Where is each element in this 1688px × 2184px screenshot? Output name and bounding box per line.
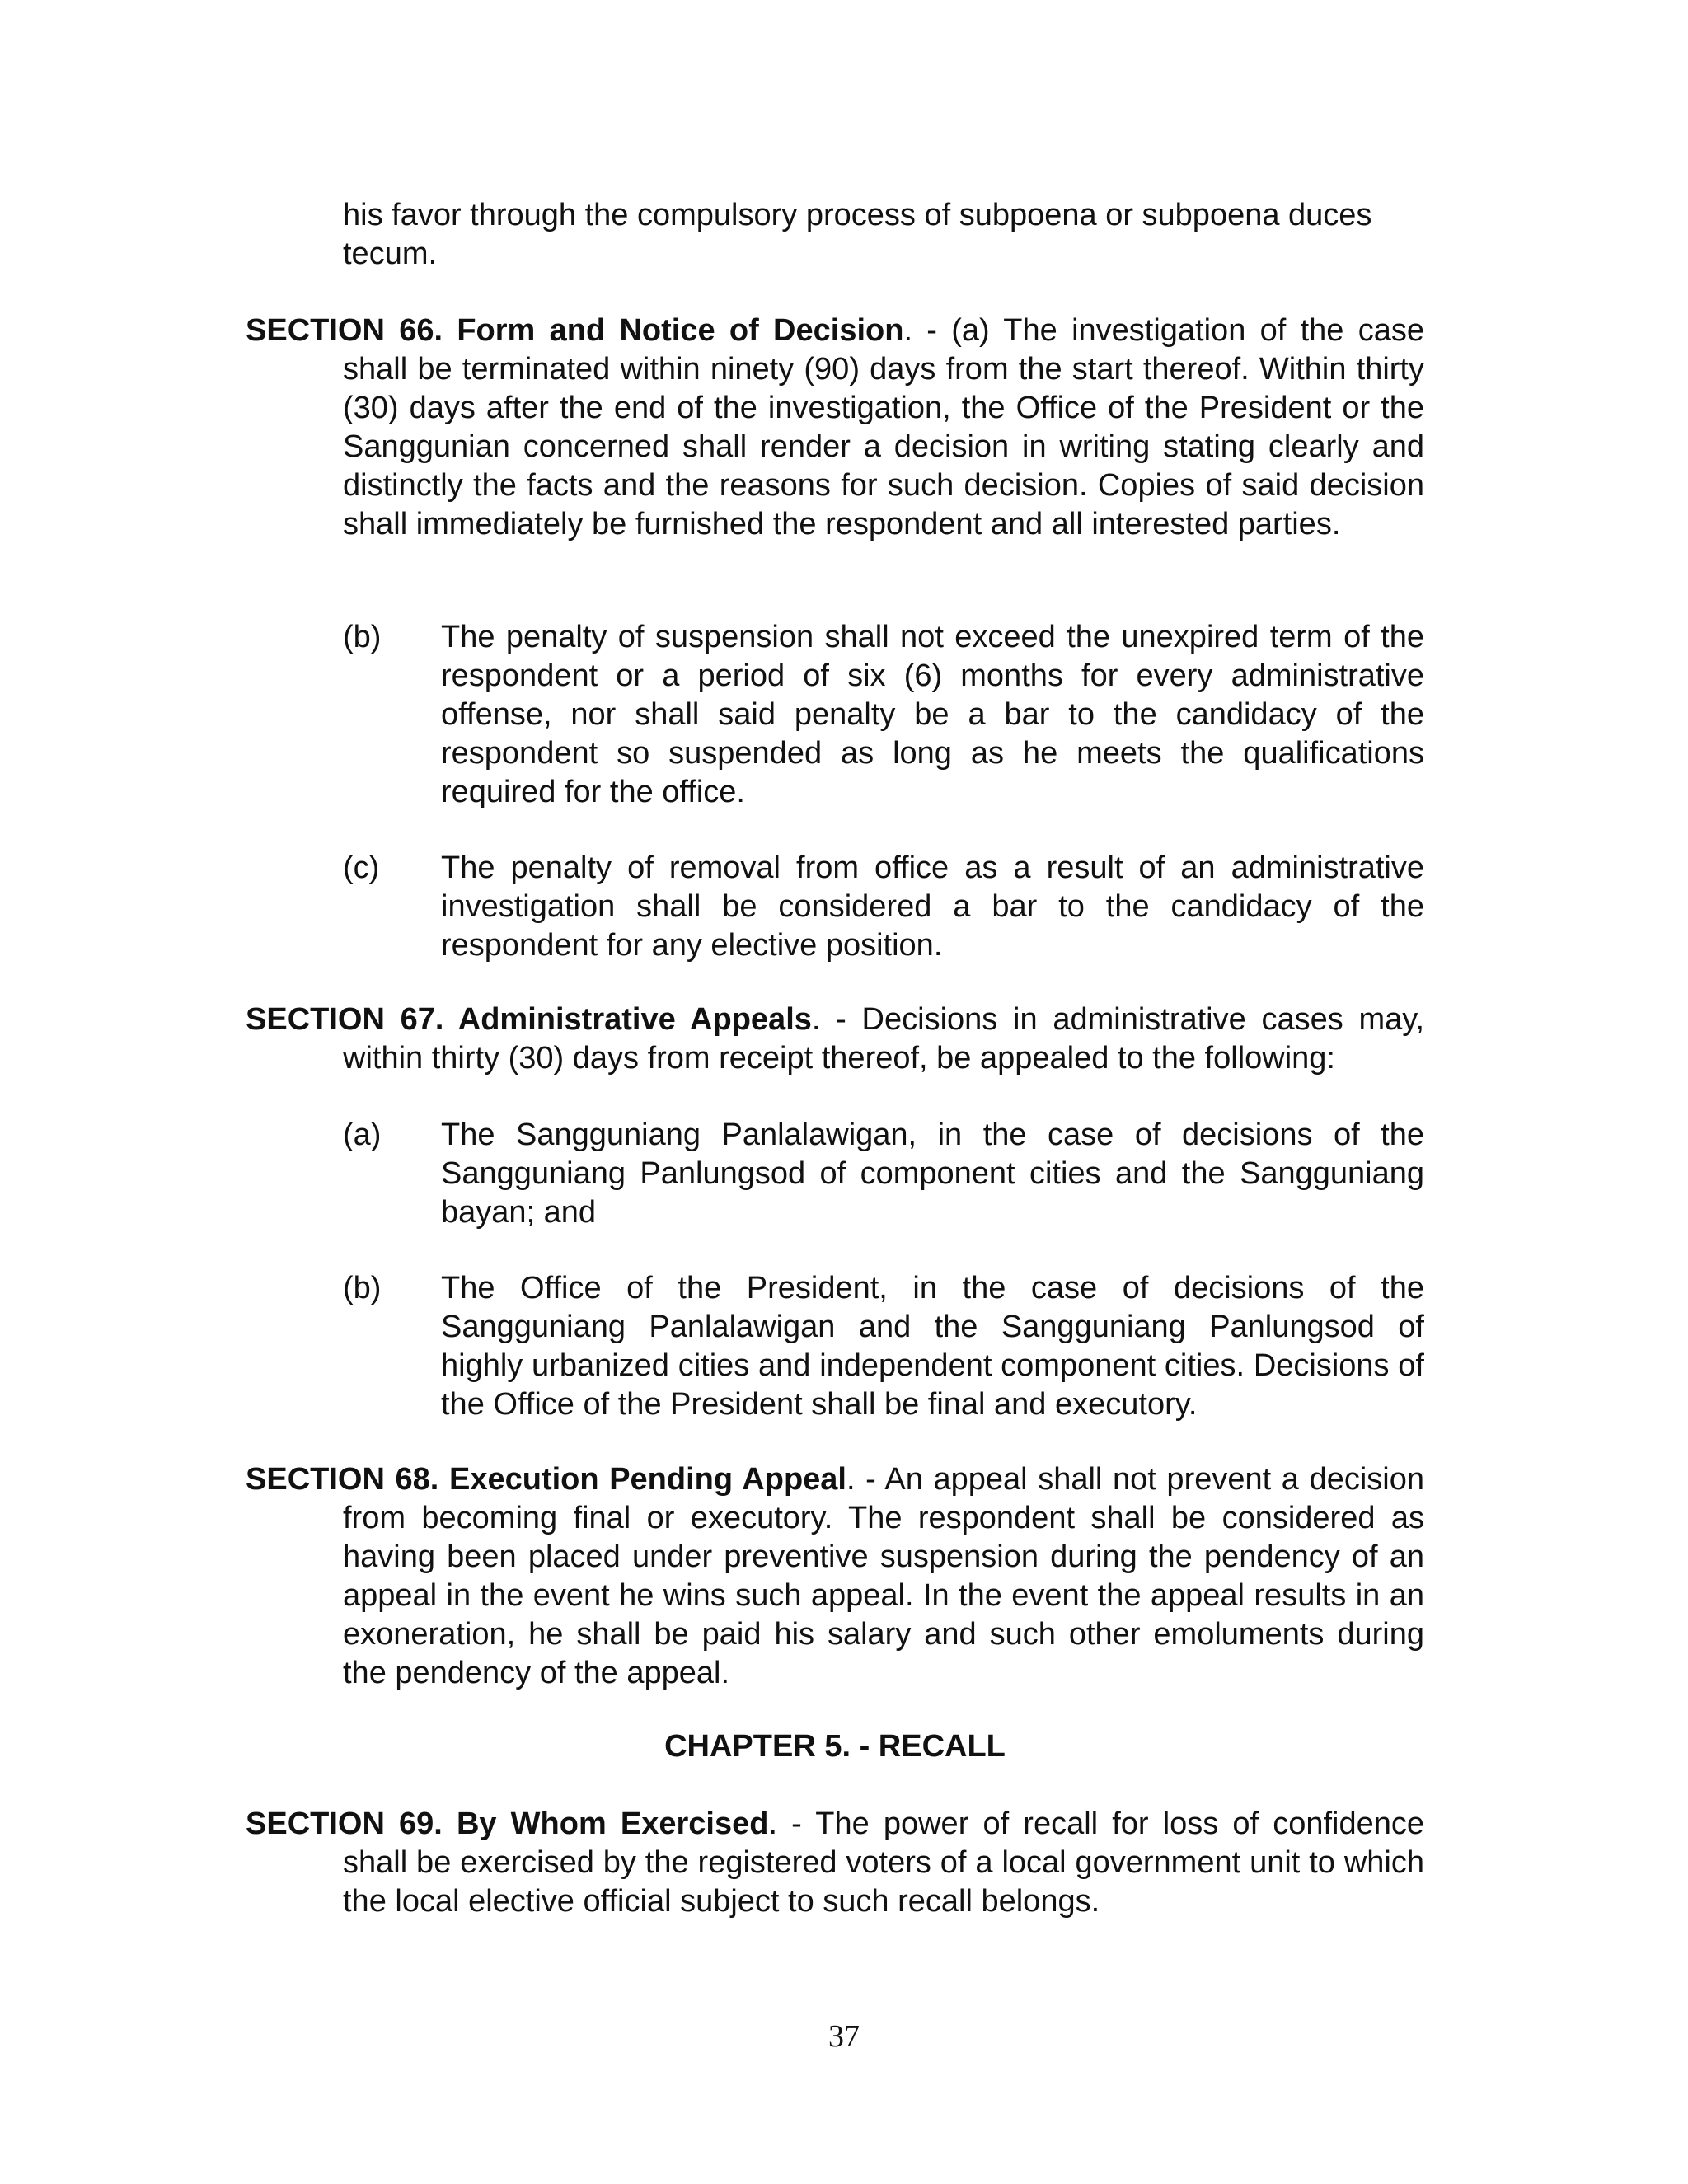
- section-66-item-c: [343, 849, 1424, 965]
- continuation-paragraph: [343, 196, 1424, 274]
- section-69: [246, 1805, 1424, 1921]
- item-text: The penalty of suspension shall not exceed the unexpired term of the respondent or a period of six (6) months for every administrative offense, nor shall said penalty be a bar to the candidacy of the respondent so suspended as long as he meets the qualifications required for the office.: [441, 620, 1424, 809]
- section-66-item-b: [343, 618, 1424, 812]
- section-66-title: SECTION 66. Form and Notice of Decision: [246, 313, 904, 348]
- item-text: The Sangguniang Panlalawigan, in the case of decisions of the Sangguniang Panlungsod of component cities and the Sangguniang bayan; and: [441, 1118, 1424, 1230]
- section-66-text: . - (a) The investigation of the case shall be terminated within ninety (90) days from the start thereof. Within thirty (30) days after the end of the investigation, the Office of the President or the Sanggunian concerned shall render a decision in writing stating clearly and distinctly the facts and the reasons for such decision. Copies of said decision shall immediately be furnished the respondent and all interested parties.: [343, 313, 1424, 541]
- section-68-text: . - An appeal shall not prevent a decision from becoming final or executory. The respondent shall be considered as having been placed under preventive suspension during the pendency of an appeal in the event he wins such appeal. In the event the appeal results in an exoneration, he shall be paid his salary and such other emoluments during the pendency of the appeal.: [343, 1462, 1424, 1690]
- section-67: [246, 1001, 1424, 1078]
- section-68-title: SECTION 68. Execution Pending Appeal: [246, 1462, 846, 1497]
- chapter-heading: CHAPTER 5. - RECALL: [664, 1729, 1006, 1764]
- section-66: [246, 312, 1424, 544]
- section-67-title: SECTION 67. Administrative Appeals: [246, 1002, 812, 1037]
- item-label: (a): [343, 1118, 382, 1152]
- item-text: The Office of the President, in the case of decisions of the Sangguniang Panlalawigan and the Sangguniang Panlungsod of highly urbanized cities and independent component cities. Decisions of the Office of the President shall be final and executory.: [441, 1271, 1424, 1422]
- section-69-title: SECTION 69. By Whom Exercised: [246, 1807, 769, 1841]
- section-67-item-a: [343, 1116, 1424, 1232]
- section-69-text: . - The power of recall for loss of confidence shall be exercised by the registered voters of a local government unit to which the local elective official subject to such recall belongs.: [343, 1807, 1425, 1919]
- item-label: (b): [343, 620, 382, 654]
- section-67-text: . - Decisions in administrative cases may, within thirty (30) days from receipt thereof, be appealed to the following:: [343, 1002, 1424, 1076]
- item-label: (b): [343, 1271, 382, 1305]
- item-label: (c): [343, 851, 380, 885]
- page-number: 37: [828, 2019, 860, 2054]
- item-text: The penalty of removal from office as a result of an administrative investigation shall be considered a bar to the candidacy of the respondent for any elective position.: [441, 851, 1424, 963]
- section-67-item-b: [343, 1269, 1424, 1424]
- continuation-text: his favor through the compulsory process of subpoena or subpoena duces tecum.: [343, 198, 1372, 271]
- section-68: [246, 1460, 1424, 1693]
